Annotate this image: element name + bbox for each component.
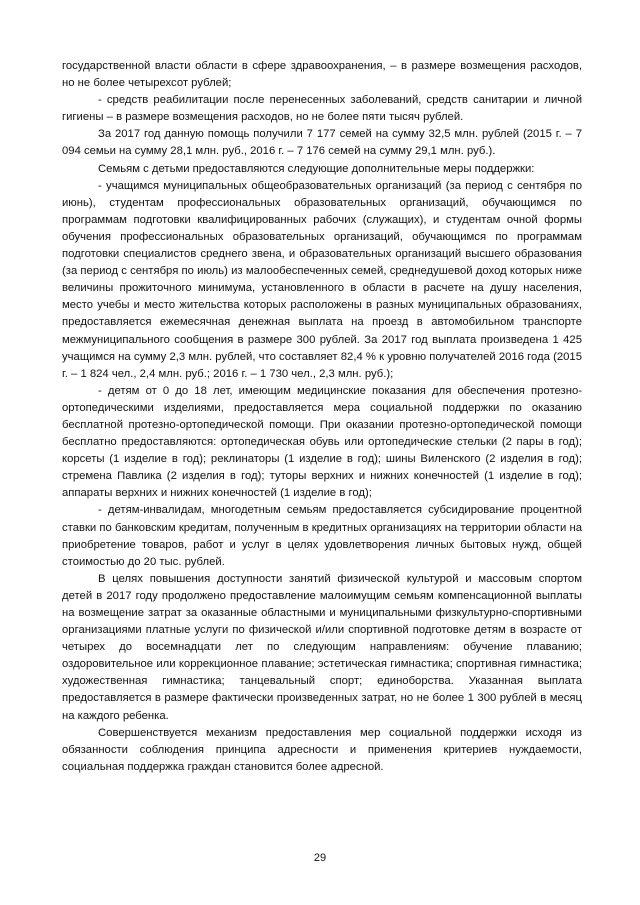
paragraph-transport-payment: - учащимся муниципальных общеобразовательных организаций (за период с сентября по июнь), студентам профессиональных образовательных организаций, обучающимся по программам подготовки квалифицированных рабочих (служащих), и студентам очной формы обучения профессиональных образовательных организаций, обучающимся по программам подготовки специалистов среднего звена, и образовательных организаций высшего образования (за период с сентября по июль) из малообеспеченных семей, среднедушевой доход которых ниже величины прожиточного минимума, установленного в области в расчете на душу населения, место учебы и место жительства которых расположены в разных муниципальных образованиях, предоставляется ежемесячная денежная выплата на проезд в автомобильном транспорте межмуниципального сообщения в размере 300 рублей. За 2017 год выплата произведена 1 425 учащимся на сумму 2,3 млн. рублей, что составляет 82,4 % к уровню получателей 2016 года (2015 г. – 1 824 чел., 2,4 млн. руб.; 2016 г. – 1 730 чел., 2,3 млн. руб.);: [62, 179, 582, 380]
paragraph-sports-compensation: В целях повышения доступности занятий физической культурой и массовым спортом детей в 2017 году продолжено предоставление малоимущим семьям компенсационной выплаты на возмещение затрат за оказанные областными и муниципальными физкультурно-спортивными организациями платные услуги по физической и/или спортивной подготовке детям в возрасте от четырех до восемнадцати лет по следующим направлениям: обучение плаванию; оздоровительное или коррекционное плавание; эстетическая гимнастика; спортивная гимнастика; художественная гимнастика; танцевальный спорт; единоборства. Указанная выплата предоставляется в размере фактически произведенных затрат, но не более 1 300 рублей в месяц на каждого ребенка.: [62, 572, 582, 722]
paragraph-orthopedic-help: - детям от 0 до 18 лет, имеющим медицинские показания для обеспечения протезно-ортопедическими изделиями, предоставляется мера социальной поддержки по оказанию бесплатной протезно-ортопедической помощи. При оказании протезно-ортопедической помощи бесплатно предоставляются: ортопедическая обувь или ортопедические стельки (2 пары в год); корсеты (1 изделие в год); реклинаторы (1 изделие в год); шины Виленского (2 изделия в год); стремена Павлика (2 изделия в год); туторы верхних и нижних конечностей (1 изделие в год); аппараты верхних и нижних конечностей (1 изделие в год);: [62, 384, 582, 500]
paragraph-continuation: государственной власти области в сфере здравоохранения, – в размере возмещения расходов, но не более четырехсот рублей;: [62, 60, 582, 90]
paragraph-interest-subsidy: - детям-инвалидам, многодетным семьям предоставляется субсидирование процентной ставки по банковским кредитам, полученным в кредитных организациях на территории области на приобретение товаров, работ и услуг в целях удовлетворения личных бытовых нужд, общей стоимостью до 20 тыс. рублей.: [62, 504, 582, 568]
paragraph-families-with-children: Семьям с детьми предоставляются следующие дополнительные меры поддержки:: [98, 162, 535, 175]
paragraph-2017-assistance: За 2017 год данную помощь получили 7 177 семей на сумму 32,5 млн. рублей (2015 г. – 7 094 семьи на сумму 28,1 млн. руб., 2016 г. – 7 176 семей на сумму 29,1 млн. руб.).: [62, 128, 582, 158]
paragraph-targeting-mechanism: Совершенствуется механизм предоставления мер социальной поддержки исходя из обязанности соблюдения принципа адресности и применения критериев нуждаемости, социальная поддержка граждан становится более адресной.: [62, 726, 582, 773]
page-number: 29: [313, 852, 327, 864]
paragraph-rehabilitation-means: - средств реабилитации после перенесенных заболеваний, средств санитарии и личной гигиены – в размере возмещения расходов, но не более пяти тысяч рублей.: [62, 94, 582, 124]
body-text: [62, 58, 582, 776]
